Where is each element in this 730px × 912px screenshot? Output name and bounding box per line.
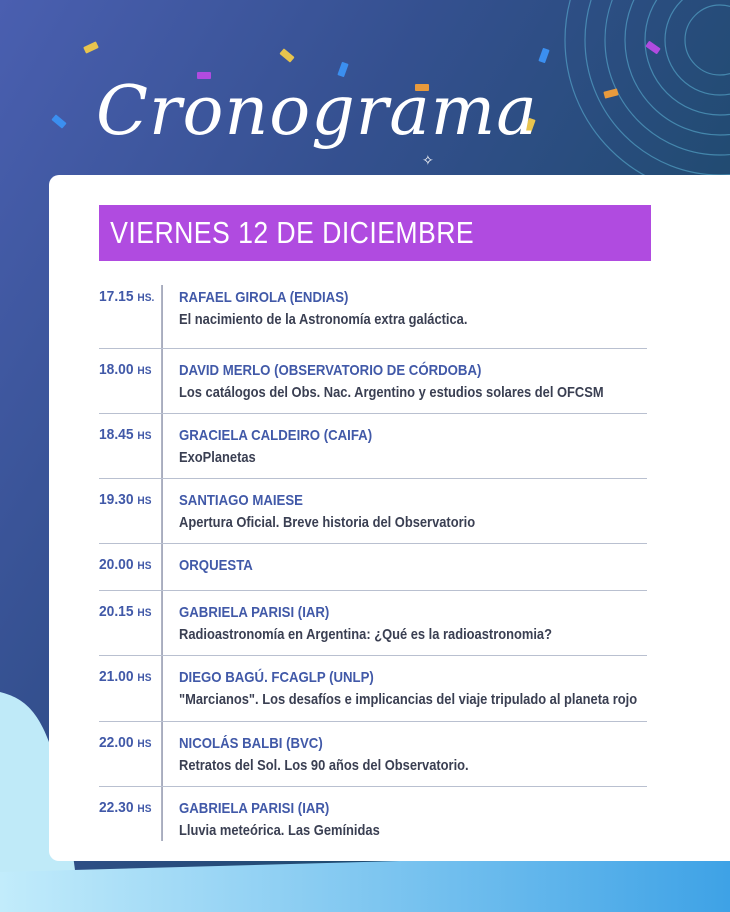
talk-title: Retratos del Sol. Los 90 años del Observatorio. — [179, 757, 469, 774]
talk-title: "Marcianos". Los desafíos e implicancias del viaje tripulado al planeta rojo — [179, 691, 638, 708]
speaker-name: RAFAEL GIROLA (ENDIAS) — [179, 289, 349, 306]
schedule-row — [99, 414, 647, 479]
speaker-name: GABRIELA PARISI (IAR) — [179, 800, 330, 817]
speaker-name: DAVID MERLO (OBSERVATORIO DE CÓRDOBA) — [179, 362, 482, 379]
speaker-name: GRACIELA CALDEIRO (CAIFA) — [179, 427, 373, 444]
talk-title: Lluvia meteórica. Las Gemínidas — [179, 822, 380, 839]
page-title: Cronograma — [96, 72, 538, 151]
sparkle-icon: ✧ — [422, 152, 434, 168]
speaker-name: ORQUESTA — [179, 557, 253, 574]
time-cell: 20.00 HS — [99, 544, 162, 590]
speaker-name: DIEGO BAGÚ. FCAGLP (UNLP) — [179, 669, 374, 686]
speaker-name: SANTIAGO MAIESE — [179, 492, 303, 509]
schedule-row — [99, 722, 647, 787]
schedule-card — [49, 175, 730, 861]
schedule-row — [99, 591, 647, 656]
speaker-name: GABRIELA PARISI (IAR) — [179, 604, 330, 621]
talk-title: Los catálogos del Obs. Nac. Argentino y estudios solares del OFCSM — [179, 384, 604, 401]
talk-title: ExoPlanetas — [179, 449, 256, 466]
time-cell: 17.15 HS. — [99, 285, 162, 348]
day-title: VIERNES 12 DE DICIEMBRE — [110, 215, 475, 250]
talk-title: Radioastronomía en Argentina: ¿Qué es la radioastronomia? — [179, 626, 552, 643]
time-cell: 21.00 HS — [99, 656, 162, 721]
time-cell: 19.30 HS — [99, 479, 162, 543]
schedule-row — [99, 479, 647, 544]
schedule-row — [99, 349, 647, 414]
time-cell: 22.30 HS — [99, 787, 162, 841]
time-cell: 20.15 HS — [99, 591, 162, 655]
time-cell: 18.00 HS — [99, 349, 162, 413]
confetti-piece — [51, 114, 66, 128]
speaker-name: NICOLÁS BALBI (BVC) — [179, 735, 323, 752]
talk-title: Apertura Oficial. Breve historia del Observatorio — [179, 514, 476, 531]
confetti-piece — [279, 48, 294, 62]
schedule-row — [99, 787, 647, 841]
schedule-row — [99, 544, 647, 591]
talk-title: El nacimiento de la Astronomía extra galáctica. — [179, 311, 468, 328]
time-cell: 18.45 HS — [99, 414, 162, 478]
time-cell: 22.00 HS — [99, 722, 162, 786]
schedule-row — [99, 656, 647, 722]
schedule-list — [99, 285, 647, 841]
day-banner — [99, 205, 651, 261]
confetti-piece — [83, 41, 99, 53]
schedule-row — [99, 285, 647, 349]
